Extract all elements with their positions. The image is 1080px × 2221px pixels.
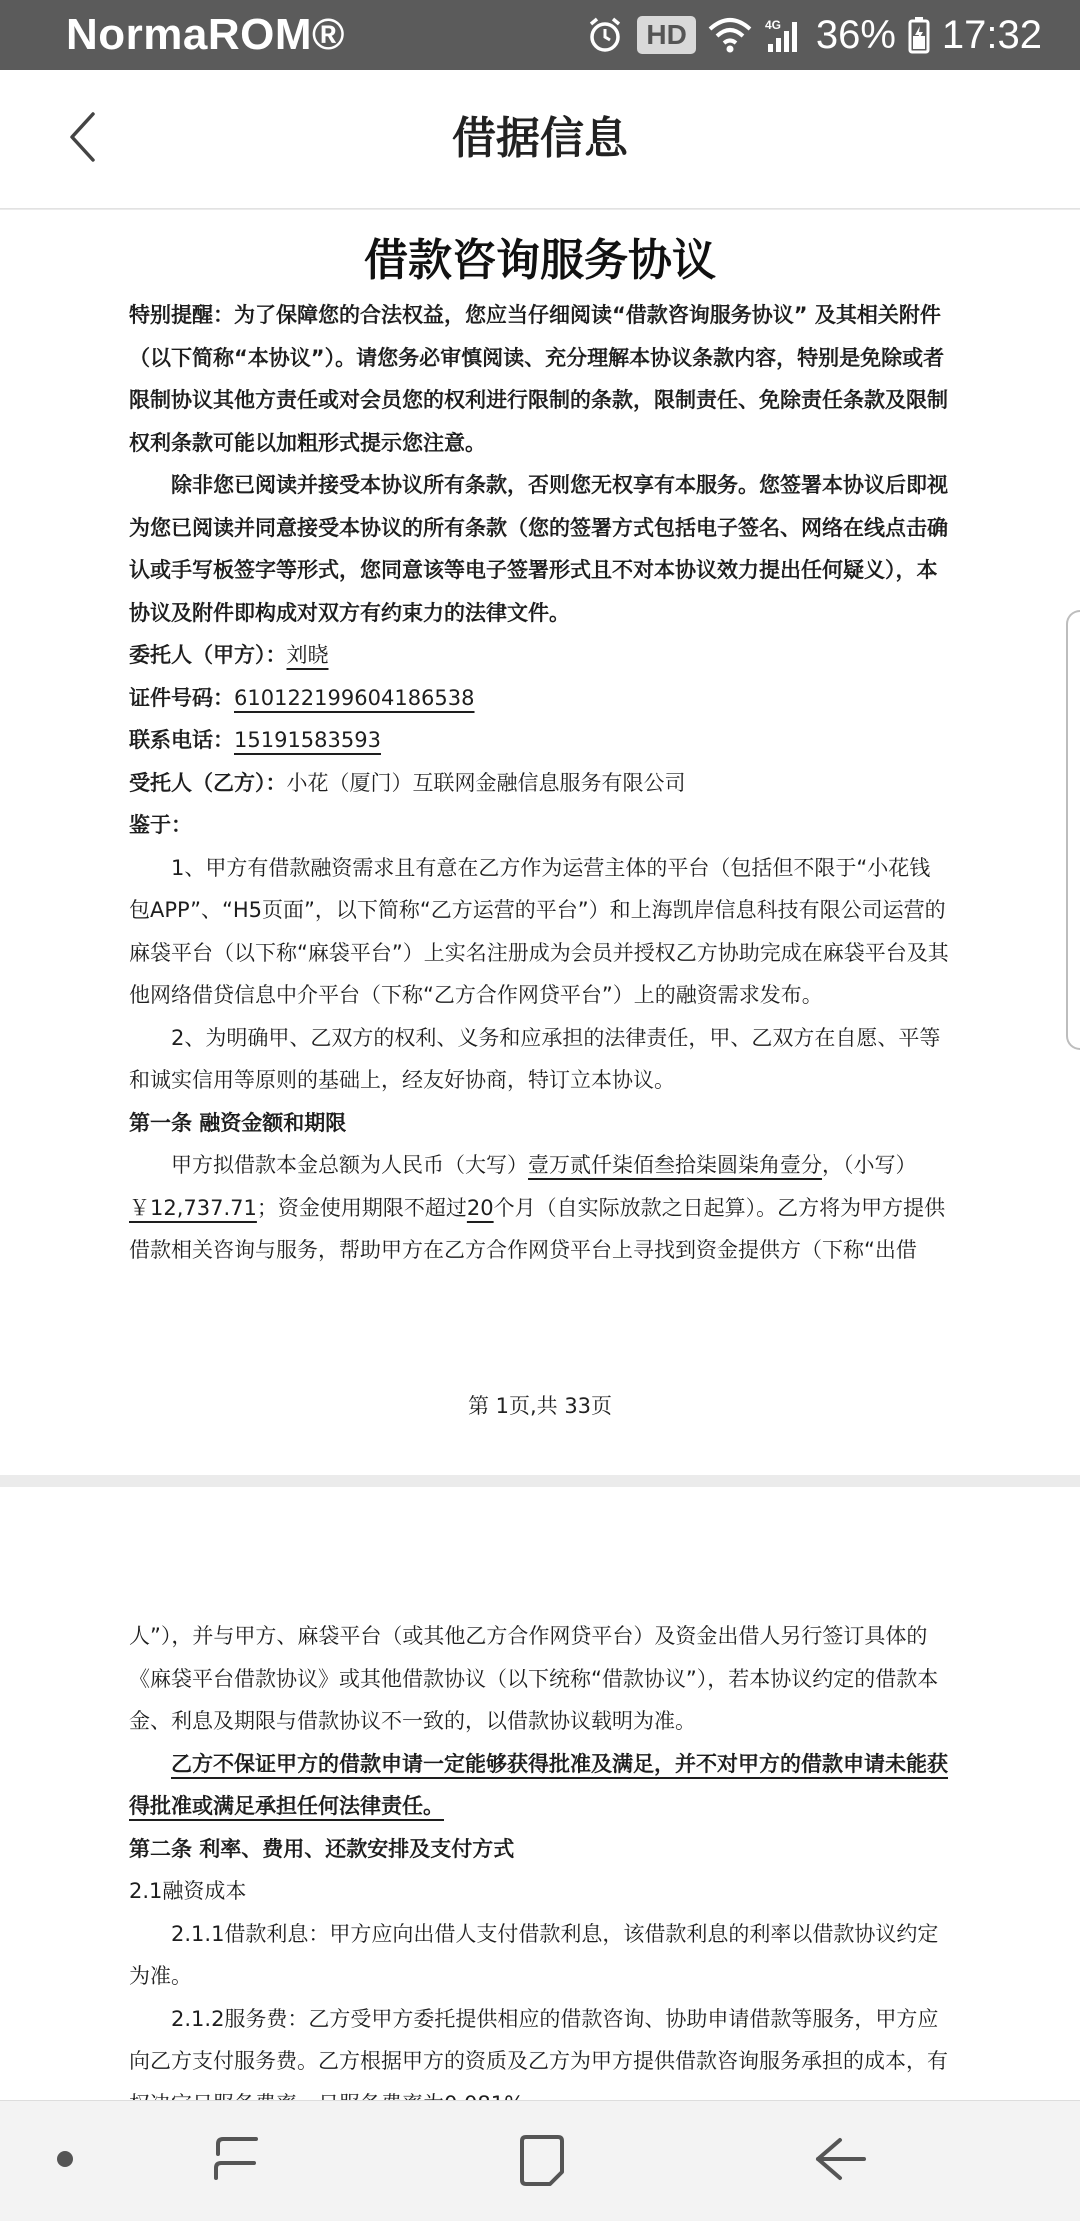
- page-number: 第 1页,共 33页: [467, 1394, 613, 1418]
- article-1-text-part: 个月（自实际放款之日起算）。乙方将为甲方提供借款相关咨询与服务，帮助甲方在乙方合作网贷平台上寻找到资金提供方（下称“出借: [129, 1195, 946, 1262]
- clause-1: 1、甲方有借款融资需求且有意在乙方作为运营主体的平台（包括但不限于“小花钱包APP”、“H5页面”，以下简称“乙方运营的平台”）和上海凯岸信息科技有限公司运营的麻袋平台（以下称“麻袋平台”）上实名注册成为会员并授权乙方协助完成在麻袋平台及其他网络借贷信息中介平台（下称“乙方合作网贷平台”）上的融资需求发布。: [129, 855, 949, 1007]
- dot-icon: [55, 2149, 75, 2173]
- nav-dot-button[interactable]: [40, 2141, 90, 2181]
- app-header: [0, 70, 1080, 209]
- document-body: [129, 1615, 951, 2125]
- clock: 17:32: [941, 12, 1042, 57]
- phone-label: 联系电话：: [129, 728, 234, 752]
- article-1-text-part: ，（小写）: [822, 1153, 917, 1177]
- wifi-icon: [708, 17, 752, 53]
- document-body: [129, 294, 951, 1272]
- article-2-heading: 第二条 利率、费用、还款安排及支付方式: [129, 1836, 515, 1861]
- document-page-1[interactable]: [0, 210, 1080, 1475]
- amount-in-words: 壹万贰仟柒佰叁拾柒圆柒角壹分: [528, 1153, 822, 1177]
- section-2-1-1: 2.1.1借款利息：甲方应向出借人支付借款利息，该借款利息的利率以借款协议约定为准。: [129, 1921, 939, 1988]
- phone-value: 15191583593: [234, 728, 381, 752]
- hd-voice-badge: HD: [637, 16, 695, 54]
- section-2-1: 2.1融资成本: [129, 1879, 247, 1903]
- clause-2: 2、为明确甲、乙双方的权利、义务和应承担的法律责任，甲、乙双方在自愿、平等和诚实信用等原则的基础上，经友好协商，特订立本协议。: [129, 1025, 941, 1092]
- signal-4g-icon: [764, 16, 804, 54]
- disclaimer-paragraph: 乙方不保证甲方的借款申请一定能够获得批准及满足，并不对甲方的借款申请未能获得批准或满足承担任何法律责任。: [129, 1751, 948, 1818]
- special-notice: 特别提醒：为了保障您的合法权益，您应当仔细阅读“借款咨询服务协议” 及其相关附件（以下简称“本协议”）。请您务必审慎阅读、充分理解本协议条款内容，特别是免除或者限制协议其他方责任或对会员您的权利进行限制的条款，限制责任、免除责任条款及限制权利条款可能以加粗形式提示您注意。: [129, 303, 948, 455]
- acceptance-paragraph: 除非您已阅读并接受本协议所有条款，否则您无权享有本服务。您签署本协议后即视为您已阅读并同意接受本协议的所有条款（您的签署方式包括电子签名、网络在线点击确认或手写板签字等形式，您同意该等电子签署形式且不对本协议效力提出任何疑义），本协议及附件即构成对双方有约束力的法律文件。: [129, 473, 948, 625]
- system-back-button[interactable]: [800, 2126, 880, 2196]
- home-square-icon: [514, 2132, 566, 2190]
- id-number-label: 证件号码：: [129, 685, 234, 710]
- home-button[interactable]: [500, 2126, 580, 2196]
- continuation-paragraph: 人”），并与甲方、麻袋平台（或其他乙方合作网贷平台）及资金出借人另行签订具体的《麻袋平台借款协议》或其他借款协议（以下统称“借款协议”），若本协议约定的借款本金、利息及期限与借款协议不一致的，以借款协议载明为准。: [129, 1624, 939, 1733]
- id-number-line: [129, 677, 951, 720]
- battery-icon: [908, 16, 930, 54]
- party-b-name: 小花（厦门）互联网金融信息服务有限公司: [286, 770, 686, 795]
- article-1-text: [129, 1144, 951, 1272]
- document-page-2[interactable]: [0, 1487, 1080, 2100]
- status-bar: [0, 0, 1080, 70]
- section-2-1-2: 2.1.2服务费：乙方受甲方委托提供相应的借款咨询、协助申请借款等服务，甲方应向乙方支付服务费。乙方根据甲方的资质及乙方为甲方提供借款咨询服务承担的成本，有: [129, 2006, 948, 2073]
- party-b-line: [129, 762, 951, 805]
- article-1-heading: 第一条 融资金额和期限: [129, 1110, 347, 1135]
- alarm-icon: [585, 15, 625, 55]
- id-number-value: 610122199604186538: [234, 685, 475, 710]
- party-a-line: [129, 634, 951, 677]
- amount-in-figures: ￥12,737.71: [129, 1195, 257, 1220]
- page-title: 借据信息: [452, 113, 628, 164]
- recent-apps-button[interactable]: [196, 2126, 276, 2196]
- article-1-text-part: 甲方拟借款本金总额为人民币（大写）: [171, 1153, 528, 1177]
- party-a-label: 委托人（甲方）：: [129, 643, 287, 667]
- edge-panel-handle[interactable]: [1066, 610, 1080, 1050]
- carrier-name: NormaROM®: [66, 10, 345, 59]
- back-arrow-icon: [812, 2134, 868, 2188]
- party-a-name: 刘晓: [286, 643, 329, 667]
- agreement-title: 借款咨询服务协议: [364, 235, 716, 286]
- battery-percent: 36%: [815, 12, 896, 57]
- party-b-label: 受托人（乙方）：: [129, 770, 287, 795]
- recent-apps-icon: [208, 2132, 264, 2190]
- phone-line: [129, 719, 951, 762]
- term-months: 20: [466, 1195, 494, 1220]
- svg-text:4G: 4G: [764, 18, 781, 32]
- article-1-text-part: ；资金使用期限不超过: [256, 1195, 467, 1220]
- whereas-heading: 鉴于：: [129, 813, 192, 837]
- navigation-bar: [0, 2100, 1080, 2221]
- status-icons: [585, 13, 1042, 58]
